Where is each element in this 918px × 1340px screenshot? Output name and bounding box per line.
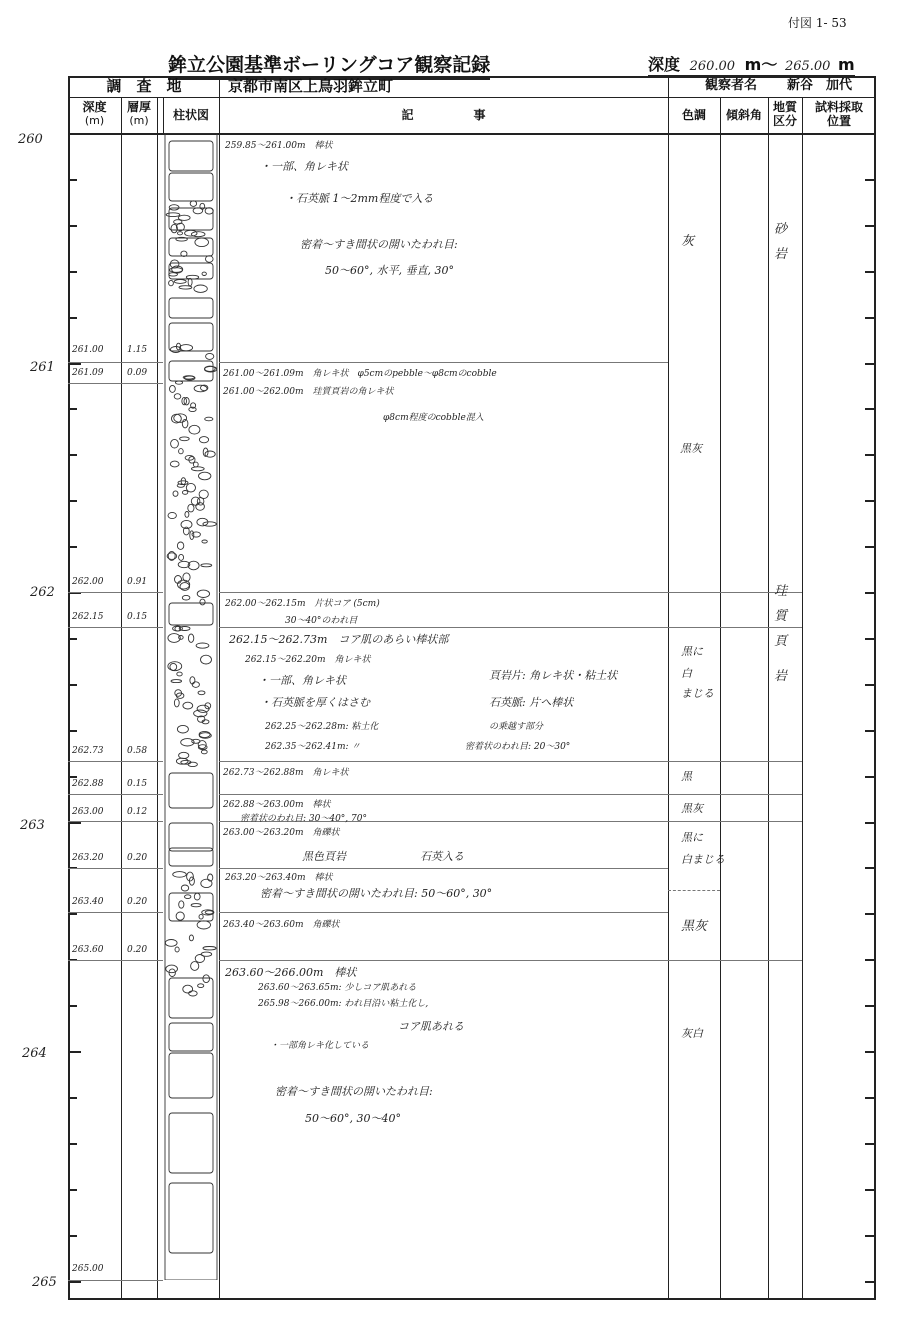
note-line: 30〜40°のわれ目 <box>285 616 358 626</box>
core-clast <box>197 590 209 597</box>
core-clast <box>203 947 216 950</box>
header-geology: 地質 区分 <box>772 100 797 128</box>
header-notes: 記 事 <box>401 108 486 122</box>
note-line: 石英入る <box>420 850 464 863</box>
core-clast <box>201 952 212 956</box>
core-clast <box>186 483 195 492</box>
note-line: 262.73〜262.88m 角レキ状 <box>223 768 349 778</box>
depth-tick <box>68 500 77 502</box>
core-clast <box>205 208 213 214</box>
note-line: コア肌あれる <box>398 1020 464 1033</box>
depth-tick <box>68 1051 81 1053</box>
depth-tick <box>865 1051 874 1053</box>
margin-depth-261: 261 <box>30 360 55 375</box>
depth-tick <box>865 225 874 227</box>
core-clast <box>186 275 198 279</box>
depth-tick <box>68 133 81 135</box>
core-clast <box>197 921 210 929</box>
core-clast <box>170 385 176 392</box>
core-clast <box>180 437 190 441</box>
core-clast <box>176 912 184 920</box>
header-depth: 深度 (m) <box>82 100 107 127</box>
core-block <box>169 238 213 256</box>
core-clast <box>205 417 213 421</box>
note-line: 密着状のわれ目: 20〜30° <box>465 742 571 752</box>
note-line: 密着〜すき間状の開いたわれ目: 50〜60°, 30° <box>260 887 493 900</box>
note-line: ・一部、角レキ状 <box>260 160 348 173</box>
core-clast <box>189 935 193 941</box>
core-clast <box>169 280 174 285</box>
layer-thickness-value: 0.15 <box>127 612 148 622</box>
depth-tick <box>865 638 874 640</box>
color-label: 灰 <box>681 234 695 249</box>
note-line: 262.00〜262.15m 片状コア (5cm) <box>225 599 380 609</box>
depth-tick <box>865 271 874 273</box>
core-clast <box>194 893 200 900</box>
core-clast <box>203 975 210 983</box>
core-block <box>169 773 213 808</box>
depth-tick <box>865 408 874 410</box>
core-clast <box>181 885 188 891</box>
depth-unit-1: m〜 <box>744 55 778 74</box>
header-color: 色調 <box>681 108 706 122</box>
core-clast <box>180 345 193 351</box>
layer-depth-value: 261.00 <box>72 345 104 355</box>
depth-tick <box>865 1143 874 1145</box>
core-clast <box>191 962 199 971</box>
header-dip: 傾斜角 <box>725 108 762 122</box>
core-clast <box>191 497 200 505</box>
core-clast <box>178 580 190 589</box>
core-block <box>169 823 213 851</box>
depth-tick <box>865 959 874 961</box>
depth-tick <box>865 179 874 181</box>
core-clast <box>195 955 204 963</box>
geology-label: 岩 <box>774 669 788 684</box>
depth-tick <box>865 730 874 732</box>
core-clast <box>175 381 182 384</box>
margin-depth-260: 260 <box>18 132 43 147</box>
note-line: の乗越す部分 <box>489 722 544 732</box>
geology-label: 砂 <box>774 222 788 237</box>
color-label: 灰白 <box>681 1027 703 1040</box>
page-reference: 付図 1- 53 <box>788 16 847 30</box>
core-clast <box>193 462 198 467</box>
depth-tick <box>68 1189 77 1191</box>
core-clast <box>179 636 184 640</box>
observer-label: 観察者名 <box>705 78 758 93</box>
core-clast <box>199 472 211 480</box>
layer-thickness-value: 0.20 <box>127 897 148 907</box>
header-sample: 試料採取 位置 <box>814 100 863 128</box>
color-label: 黒 <box>681 770 692 783</box>
core-clast <box>183 702 193 709</box>
core-clast <box>202 272 206 275</box>
depth-tick <box>68 638 77 640</box>
core-clast <box>195 238 209 247</box>
note-line: ・石英脈を厚くはさむ <box>260 696 370 709</box>
margin-depth-263: 263 <box>20 818 45 833</box>
depth-tick <box>865 546 874 548</box>
note-line: 265.98〜266.00m: われ目沿い粘土化し, <box>258 999 429 1009</box>
core-clast <box>191 467 204 471</box>
core-clast <box>182 595 190 600</box>
core-clast <box>168 512 176 518</box>
depth-tick <box>68 1235 77 1237</box>
depth-unit-2: m <box>838 55 855 74</box>
core-clast <box>170 260 179 268</box>
depth-tick <box>68 913 77 915</box>
note-line: 頁岩片: 角レキ状・粘土状 <box>489 669 618 682</box>
depth-tick <box>68 179 77 181</box>
note-line: ・一部、角レキ状 <box>258 674 346 687</box>
core-block <box>169 263 213 279</box>
core-clast <box>174 280 186 284</box>
core-clast <box>206 256 214 263</box>
core-clast <box>174 699 179 707</box>
color-label: 白まじる <box>681 853 725 866</box>
core-clast <box>198 984 204 988</box>
depth-to: 265.00 <box>784 59 831 74</box>
depth-tick <box>865 913 874 915</box>
core-clast <box>179 286 192 289</box>
core-clast <box>198 691 205 695</box>
core-clast <box>189 991 198 996</box>
core-clast <box>169 273 178 276</box>
margin-depth-265: 265 <box>32 1275 57 1290</box>
color-label: 黒に <box>681 831 703 844</box>
margin-depth-264: 264 <box>22 1046 47 1061</box>
note-line: 50〜60°, 30〜40° <box>305 1112 401 1125</box>
layer-depth-value: 262.88 <box>72 779 104 789</box>
core-block <box>169 208 213 230</box>
note-line: 262.15〜262.20m 角レキ状 <box>245 655 371 665</box>
core-clast <box>170 461 179 467</box>
core-clast <box>173 491 178 496</box>
core-block <box>169 1053 213 1098</box>
geology-label: 珪 <box>774 584 788 599</box>
core-block <box>169 141 213 171</box>
note-line: 261.00〜261.09m 角レキ状 φ5cmのpebble〜φ8cmのcobble <box>223 369 497 379</box>
depth-range-label: 深度 <box>648 55 681 74</box>
core-clast <box>197 498 204 506</box>
core-clast <box>185 230 197 236</box>
color-label: 黒灰 <box>681 802 703 815</box>
core-clast <box>182 491 187 495</box>
core-block <box>169 603 213 625</box>
core-clast <box>196 503 205 511</box>
note-line: 259.85〜261.00m 棒状 <box>225 141 333 151</box>
core-clast <box>179 901 184 908</box>
depth-tick <box>865 867 874 869</box>
depth-tick <box>68 776 77 778</box>
core-clast <box>178 232 183 235</box>
layer-depth-value: 263.60 <box>72 945 104 955</box>
core-clast <box>189 425 200 434</box>
core-clast <box>199 914 203 919</box>
note-line: 262.88〜263.00m 棒状 <box>223 800 331 810</box>
color-label: 黒に <box>681 645 703 658</box>
header-column: 柱状図 <box>172 108 209 122</box>
note-line: 263.40〜263.60m 角礫状 <box>223 920 340 930</box>
core-clast <box>169 205 179 210</box>
core-clast <box>179 449 184 454</box>
geology-label: 岩 <box>774 247 788 262</box>
layer-depth-value: 262.00 <box>72 577 104 587</box>
note-line: 263.60〜266.00m 棒状 <box>225 966 357 979</box>
layer-thickness-value: 1.15 <box>127 345 148 355</box>
core-clast <box>192 682 199 688</box>
note-line: 263.00〜263.20m 角礫状 <box>223 828 340 838</box>
layer-thickness-value: 0.91 <box>127 577 148 587</box>
core-clast <box>206 353 214 359</box>
depth-tick <box>865 317 874 319</box>
core-clast <box>183 985 193 993</box>
depth-tick <box>68 454 77 456</box>
depth-tick <box>68 1005 77 1007</box>
depth-tick <box>68 225 77 227</box>
depth-tick <box>865 592 874 594</box>
core-clast <box>171 439 179 448</box>
depth-tick <box>68 271 77 273</box>
note-line: 密着〜すき間状の開いたわれ目: <box>275 1085 433 1098</box>
core-block <box>169 1023 213 1051</box>
color-label: 黒灰 <box>680 442 702 455</box>
core-clast <box>205 911 213 914</box>
depth-range <box>648 52 855 77</box>
margin-depth-262: 262 <box>30 585 55 600</box>
depth-tick <box>68 730 77 732</box>
layer-depth-value: 261.09 <box>72 368 104 378</box>
core-clast <box>175 947 179 952</box>
core-clast <box>201 655 212 664</box>
core-clast <box>200 599 205 605</box>
layer-depth-value: 262.73 <box>72 746 104 756</box>
note-line: 石英脈: 片へ棒状 <box>489 696 574 709</box>
layer-thickness-value: 0.20 <box>127 853 148 863</box>
core-block <box>169 978 213 1018</box>
depth-tick <box>865 684 874 686</box>
depth-tick <box>865 1235 874 1237</box>
depth-tick <box>865 1281 874 1283</box>
color-label: 黒灰 <box>681 919 708 934</box>
geology-label: 質 <box>774 609 788 624</box>
core-clast <box>188 504 194 512</box>
layer-depth-value: 265.00 <box>72 1264 104 1274</box>
note-line: 262.35〜262.41m: 〃 <box>265 742 361 752</box>
layer-thickness-value: 0.12 <box>127 807 148 817</box>
core-clast <box>179 554 184 560</box>
core-clast <box>177 542 183 549</box>
core-clast <box>188 634 193 642</box>
layer-thickness-value: 0.58 <box>127 746 148 756</box>
core-clast <box>201 879 212 887</box>
core-clast <box>199 437 208 443</box>
core-clast <box>201 750 207 754</box>
core-block <box>169 173 213 201</box>
core-block <box>169 298 213 318</box>
location-value: 京都市南区上鳥羽鉾立町 <box>228 77 394 95</box>
core-clast <box>179 752 189 758</box>
layer-depth-value: 263.40 <box>72 897 104 907</box>
core-clast <box>190 201 196 207</box>
core-column-drawing <box>163 133 219 1280</box>
note-line: 黒色頁岩 <box>302 850 346 863</box>
core-clast <box>170 663 177 670</box>
layer-depth-value: 263.00 <box>72 807 104 817</box>
depth-tick <box>68 317 77 319</box>
depth-tick <box>865 1189 874 1191</box>
core-clast <box>185 895 191 899</box>
core-clast <box>194 285 207 292</box>
core-clast <box>174 394 181 399</box>
note-line: 263.20〜263.40m 棒状 <box>225 873 333 883</box>
core-clast <box>193 208 203 214</box>
page-title: 鉾立公園基準ボーリングコア観察記録 <box>168 50 490 80</box>
depth-tick <box>68 1097 77 1099</box>
note-line: φ8cm程度のcobble混入 <box>383 413 484 423</box>
layer-thickness-value: 0.15 <box>127 779 148 789</box>
geology-label: 頁 <box>774 634 788 649</box>
note-line: 261.00〜262.00m 珪質頁岩の角レキ状 <box>223 387 394 397</box>
layer-thickness-value: 0.20 <box>127 945 148 955</box>
core-clast <box>202 540 207 543</box>
core-clast <box>188 762 197 766</box>
depth-tick <box>68 1143 77 1145</box>
depth-tick <box>68 546 77 548</box>
color-label: まじる <box>681 687 714 700</box>
depth-tick <box>865 363 874 365</box>
location-label: 調 査 地 <box>106 77 182 95</box>
depth-tick <box>865 776 874 778</box>
depth-tick <box>68 408 77 410</box>
depth-tick <box>865 1005 874 1007</box>
core-block <box>165 133 217 1280</box>
core-clast <box>178 215 190 220</box>
core-clast <box>205 366 216 371</box>
note-line: ・石英脈 1〜2mm程度で入る <box>285 192 434 205</box>
core-clast <box>191 904 201 907</box>
core-clast <box>201 564 212 567</box>
depth-tick <box>68 684 77 686</box>
color-label: 白 <box>681 667 692 680</box>
header-thickness: 層厚 (m) <box>126 100 151 127</box>
note-line: 262.15〜262.73m コア肌のあらい棒状部 <box>229 633 449 646</box>
layer-depth-value: 263.20 <box>72 853 104 863</box>
layer-thickness-value: 0.09 <box>127 368 148 378</box>
core-clast <box>177 672 182 676</box>
note-line: 263.60〜263.65m: 少しコア肌あれる <box>258 983 417 993</box>
core-clast <box>196 643 209 648</box>
core-block <box>169 1113 213 1173</box>
core-clast <box>171 680 182 683</box>
depth-tick <box>865 454 874 456</box>
note-line: 密着〜すき間状の開いたわれ目: <box>300 238 458 251</box>
depth-from: 260.00 <box>689 59 736 74</box>
note-line: 262.25〜262.28m: 粘土化 <box>265 722 379 732</box>
core-clast <box>166 213 180 217</box>
core-clast <box>173 872 187 878</box>
note-line: 密着状のわれ目: 30〜40°, 70° <box>240 814 367 824</box>
depth-tick <box>865 500 874 502</box>
depth-tick <box>865 133 874 135</box>
layer-depth-value: 262.15 <box>72 612 104 622</box>
core-clast <box>165 940 177 947</box>
core-clast <box>185 512 189 518</box>
core-block <box>169 1183 213 1253</box>
depth-tick <box>865 1097 874 1099</box>
depth-tick <box>865 822 874 824</box>
note-line: 50〜60°, 水平, 垂直, 30° <box>325 264 454 277</box>
observer-value: 新谷 加代 <box>787 78 853 93</box>
core-clast <box>205 451 215 457</box>
core-clast <box>177 725 188 733</box>
note-line: ・一部角レキ化している <box>270 1041 370 1051</box>
core-clast <box>203 522 216 526</box>
